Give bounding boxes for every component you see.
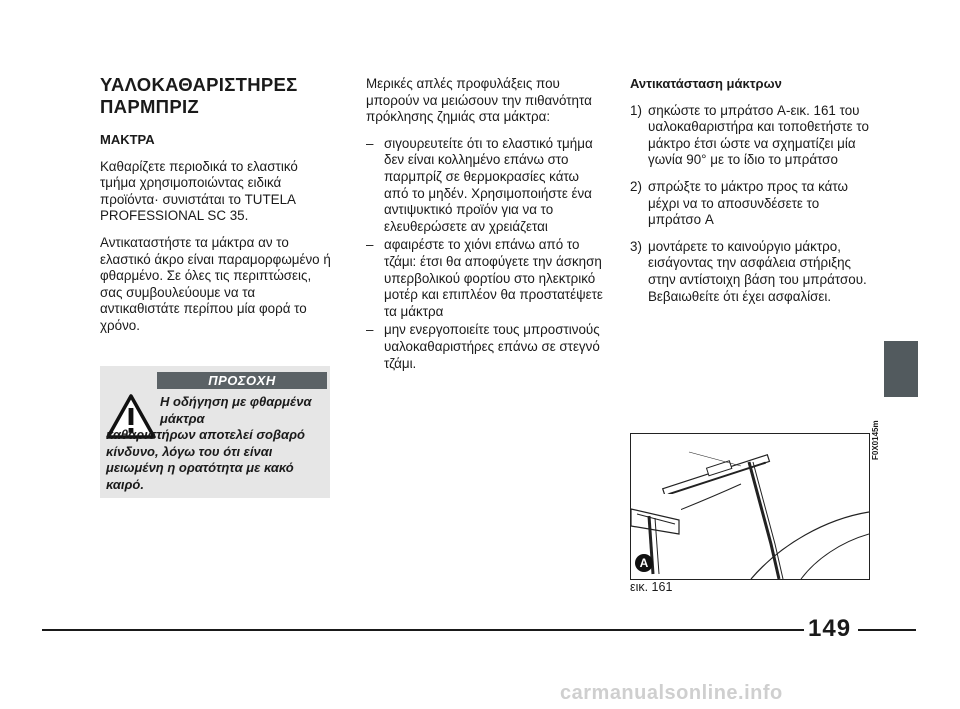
figure-wiper-arm <box>630 433 870 580</box>
footer-rule-left <box>42 629 804 631</box>
precautions-list <box>366 136 606 372</box>
figure-code: F0X0145m <box>871 420 880 460</box>
replacement-steps <box>630 103 870 306</box>
column-left <box>100 74 332 345</box>
step-text: σπρώξτε το μάκτρο προς τα κάτω μέχρι να το αποσυνδέσετε το μπράτσο A <box>648 178 848 228</box>
paragraph-replace-advice: Αντικαταστήστε τα μάκτρα αν το ελαστικό άκρο είναι παραμορφωμένο ή φθαρμένο. Σε όλες τις περιπτώσεις, σας συμβουλεύουμε να τα αντικαθιστάτε περίπου μία φορά το χρόνο. <box>100 234 331 333</box>
warning-text-line2: καθαριστήρων αποτελεί σοβαρό κίνδυνο, λόγω του ότι είναι μειωμένη η ορατότητα με κακό καιρό. <box>106 427 305 492</box>
list-item: – αφαιρέστε το χιόνι επάνω από το τζάμι: έτσι θα αποφύγετε την άσκηση υπερβολικού φορτίου στο ηλεκτρικό μοτέρ και επιπλέον θα προστατέψετε τα μάκτρα <box>366 237 606 320</box>
footer-rule-right <box>858 629 916 631</box>
page-title: ΥΑΛΟΚΑΘΑΡΙΣΤΗΡΕΣ ΠΑΡΜΠΡΙΖ <box>100 74 298 117</box>
watermark: carmanualsonline.info <box>560 682 783 704</box>
chapter-side-tab <box>884 341 918 397</box>
step-text: σηκώστε το μπράτσο A-εικ. 161 του υαλοκαθαριστήρα και τοποθετήστε το μάκτρο έτσι ώστε να σχηματίζει μία γωνία 90° με το ίδιο το μπράτσο <box>648 102 869 168</box>
column-middle <box>366 76 606 374</box>
step-text: μοντάρετε το καινούργιο μάκτρο, εισάγοντας την ασφάλεια στήριξης στην αντίστοιχη βάση του μπράτσου. Βεβαιωθείτε ότι έχει ασφαλίσει. <box>648 238 867 304</box>
figure-caption: εικ. 161 <box>630 580 673 594</box>
list-item: – σιγουρευτείτε ότι το ελαστικό τμήμα δεν είναι κολλημένο επάνω στο παρμπρίζ σε θερμοκρασίες κάτω από το μηδέν. Χρησιμοποιήστε ένα αντιψυκτικό προϊόν για να το ελευθερώσετε αν χρειάζεται <box>366 136 606 236</box>
step-number: 2) <box>630 178 642 194</box>
section-subhead-blades: ΜΑΚΤΡΑ <box>100 132 155 147</box>
wiper-arm-illustration <box>631 434 869 579</box>
warning-text-line1: Η οδήγηση με φθαρμένα μάκτρα <box>160 394 312 426</box>
paragraph-cleaning: Καθαρίζετε περιοδικά το ελαστικό τμήμα χρησιμοποιώντας ειδικά προϊόντα· συνιστάται το TUTELA PROFESSIONAL SC 35. <box>100 158 298 224</box>
section-subhead-replacement: Αντικατάσταση μάκτρων <box>630 76 782 91</box>
page-number: 149 <box>808 615 852 642</box>
step-number: 1) <box>630 102 642 118</box>
list-item: – μην ενεργοποιείτε τους μπροστινούς υαλοκαθαριστήρες επάνω σε στεγνό τζάμι. <box>366 322 606 372</box>
step-number: 3) <box>630 238 642 254</box>
list-item <box>630 103 870 169</box>
callout-label-a: A <box>635 554 653 572</box>
list-item <box>630 239 870 305</box>
warning-header: ΠΡΟΣΟΧΗ <box>157 372 327 389</box>
column-right <box>630 76 870 315</box>
precautions-intro: Μερικές απλές προφυλάξεις που μπορούν να μειώσουν την πιθανότητα πρόκλησης ζημιάς στα μάκτρα: <box>366 76 592 125</box>
warning-box <box>100 366 330 498</box>
list-item <box>630 179 870 229</box>
